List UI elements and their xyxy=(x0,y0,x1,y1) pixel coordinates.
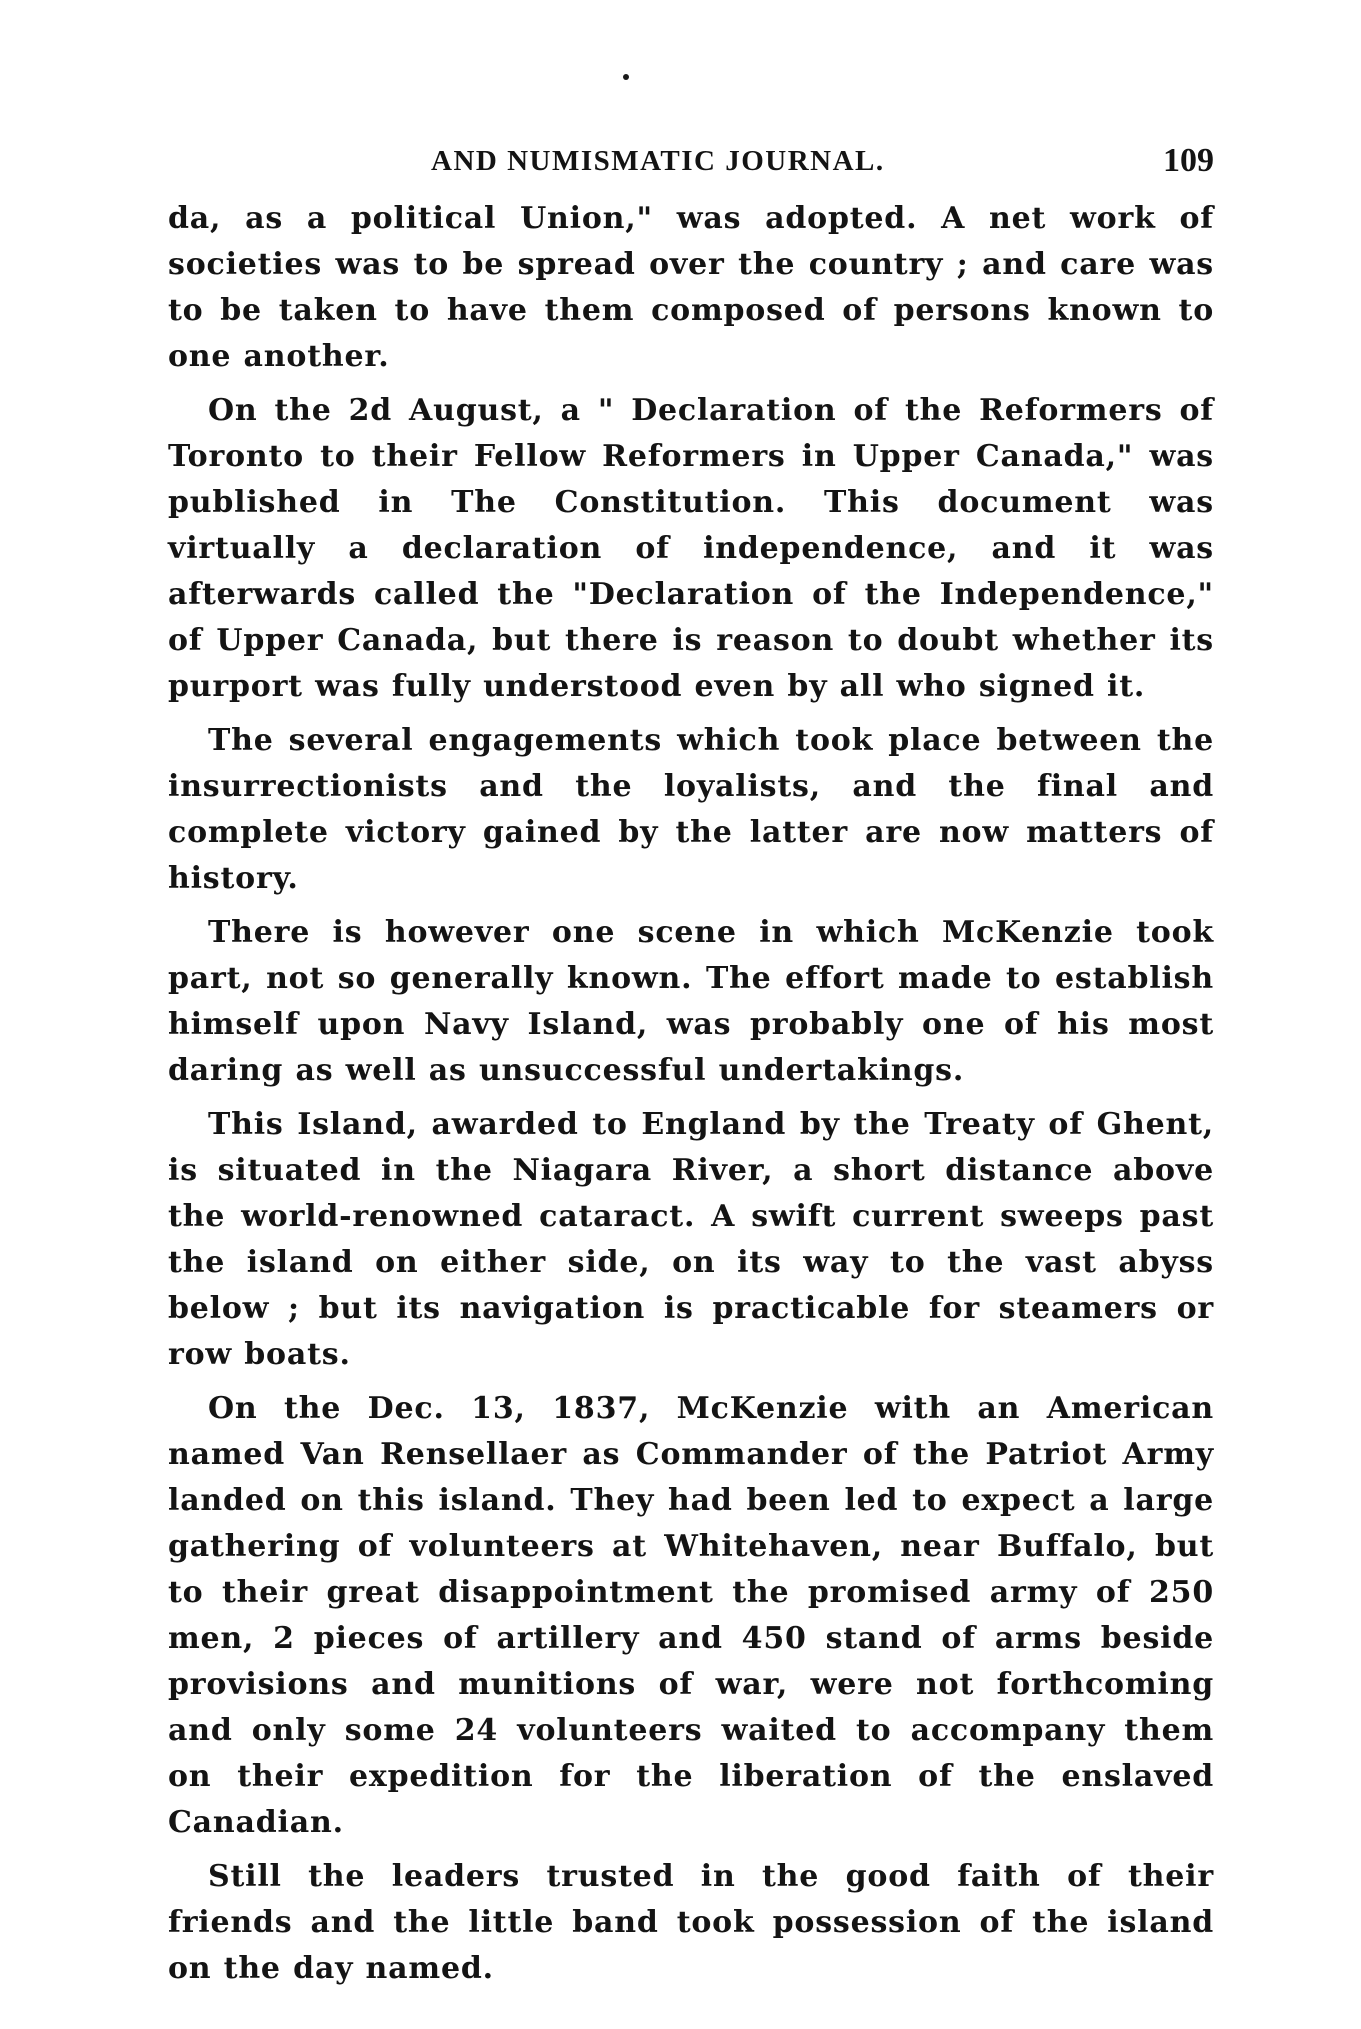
paragraph-continuation: da, as a political Union," was adopted. A net work of societies was to be spread over the country ; and care was to be taken to have them composed of persons known to one another. xyxy=(168,201,1214,374)
body-text xyxy=(168,196,1214,2000)
paragraph-navy-island-effort: There is however one scene in which McKenzie took part, not so generally known. The effort made to establish himself upon Navy Island, was probably one of his most daring as well as unsuccessful undertakings. xyxy=(168,915,1214,1088)
journal-title: AND NUMISMATIC JOURNAL. xyxy=(431,145,885,177)
paragraph-island-description: This Island, awarded to England by the Treaty of Ghent, is situated in the Niagara River, a short distance above the world-renowned cataract. A swift current sweeps past the island on either side, on its way to the vast abyss below ; but its navigation is practicable for steamers or row boats. xyxy=(168,1107,1214,1372)
paragraph-possession: Still the leaders trusted in the good faith of their friends and the little band took possession of the island on the day named. xyxy=(168,1859,1214,1986)
printer-mark xyxy=(623,74,629,80)
paragraph-declaration: On the 2d August, a " Declaration of the Reformers of Toronto to their Fellow Reformers in Upper Canada," was published in The Constitution. This document was virtually a declaration of independence, and it was afterwards called the "Declaration of the Independence," of Upper Canada, but there is reason to doubt whether its purport was fully understood even by all who signed it. xyxy=(168,393,1214,704)
running-header xyxy=(168,136,1214,186)
paragraph-engagements: The several engagements which took place between the insurrectionists and the loyalists, and the final and complete victory gained by the latter are now matters of history. xyxy=(168,723,1214,896)
paragraph-landing: On the Dec. 13, 1837, McKenzie with an American named Van Rensellaer as Commander of the Patriot Army landed on this island. They had been led to expect a large gathering of volunteers at Whitehaven, near Buffalo, but to their great disappointment the promised army of 250 men, 2 pieces of artillery and 450 stand of arms beside provisions and munitions of war, were not forthcoming and only some 24 volunteers waited to accompany them on their expedition for the liberation of the enslaved Canadian. xyxy=(168,1391,1214,1840)
page-number: 109 xyxy=(1163,142,1214,179)
